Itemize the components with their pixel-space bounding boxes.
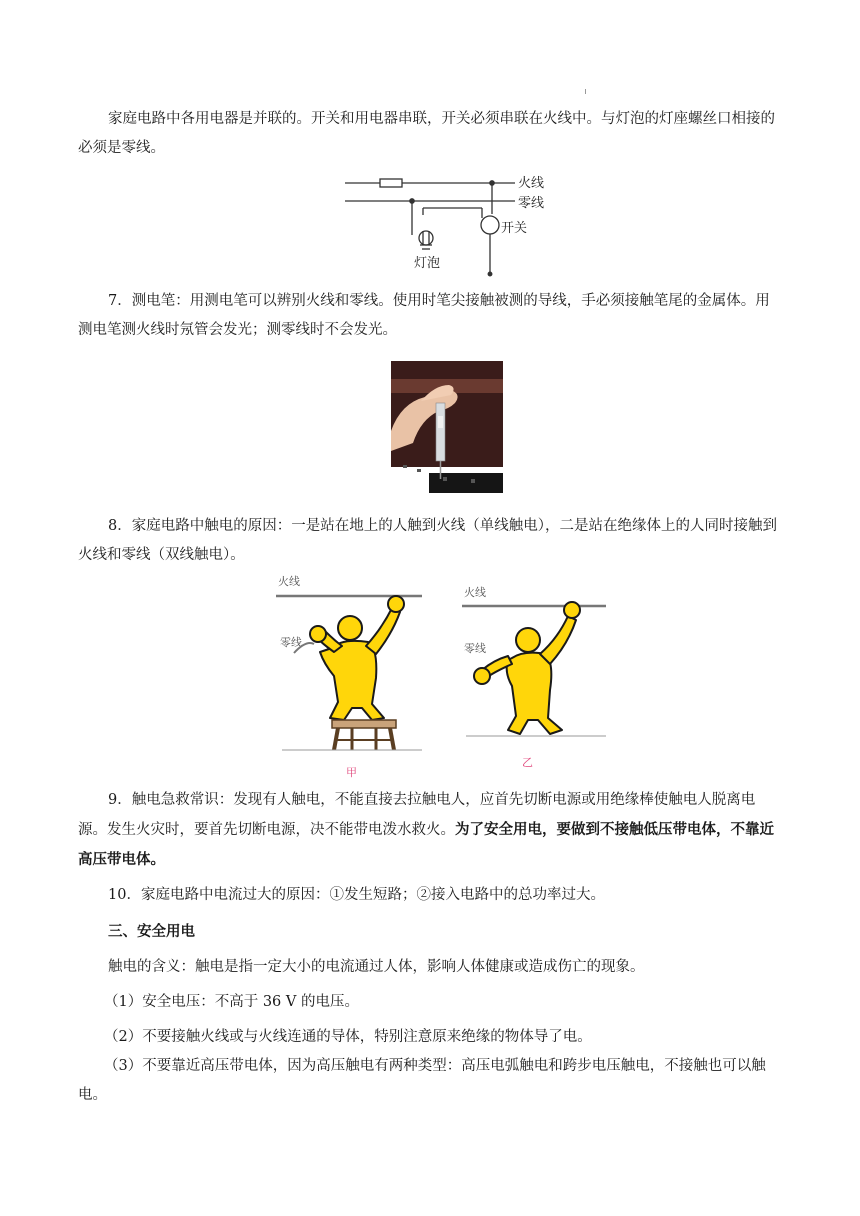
svg-text:零线: 零线: [464, 643, 486, 655]
switch-icon: [481, 216, 499, 234]
paragraph-first-aid: [78, 786, 784, 875]
label-bulb: 灯泡: [414, 255, 441, 270]
label-neutral: 零线: [518, 195, 545, 210]
figure-jia: [276, 574, 422, 779]
household-circuit-diagram: [340, 170, 560, 280]
section-heading-safety: 三、安全用电: [108, 923, 195, 940]
label-switch: 开关: [501, 220, 528, 235]
bulb-icon: [419, 231, 433, 249]
page-marker: [585, 89, 586, 94]
caption-yi: 乙: [522, 757, 533, 769]
paragraph-parallel-circuit: 家庭电路中各用电器是并联的。开关和用电器串联，开关必须串联在火线中。与灯泡的灯座螺丝口相接的必须是零线。: [78, 111, 775, 156]
stool-icon: [332, 720, 396, 750]
label-live: 火线: [518, 175, 545, 190]
paragraph-shock-causes: 8．家庭电路中触电的原因：一是站在地上的人触到火线（单线触电），二是站在绝缘体上的人同时接触到火线和零线（双线触电）。: [78, 518, 777, 563]
test-pen-photo: [391, 361, 503, 493]
first-aid-bold-text: 为了安全用电，要做到不接触低压带电体，不靠近高压带电体。: [78, 821, 774, 868]
person-icon: [310, 596, 404, 720]
first-aid-text: 9．触电急救常识：发现有人触电，不能直接去拉触电人，应首先切断电源或用绝缘棒使触电人脱离电源。发生火灾时，要首先切断电源，决不能带电泼水救火。: [78, 792, 756, 838]
caption-jia: 甲: [346, 767, 357, 779]
person-icon: [474, 602, 580, 734]
list-item-safe-voltage: （1）安全电压：不高于 36 V 的电压。: [104, 994, 359, 1010]
figure-yi: [462, 585, 606, 769]
paragraph-overcurrent: 10．家庭电路中电流过大的原因：①发生短路；②接入电路中的总功率过大。: [108, 887, 605, 903]
svg-text:火线: 火线: [464, 587, 486, 599]
list-item-live-wire: （2）不要接触火线或与火线连通的导体，特别注意原来绝缘的物体导了电。: [104, 1029, 592, 1045]
svg-text:火线: 火线: [278, 576, 300, 588]
electric-shock-figures: [272, 568, 612, 780]
svg-text:零线: 零线: [280, 637, 302, 649]
paragraph-test-pen: 7．测电笔：用测电笔可以辨别火线和零线。使用时笔尖接触被测的导线，手必须接触笔尾的金属体。用测电笔测火线时氖管会发光；测零线时不会发光。: [78, 293, 770, 338]
test-pen-icon: [436, 403, 445, 461]
paragraph-shock-definition: 触电的含义：触电是指一定大小的电流通过人体，影响人体健康或造成伤亡的现象。: [108, 959, 645, 975]
list-item-high-voltage: （3）不要靠近高压带电体，因为高压触电有两种类型：高压电弧触电和跨步电压触电，不接触也可以触电。: [78, 1058, 766, 1103]
fuse-icon: [380, 179, 402, 187]
